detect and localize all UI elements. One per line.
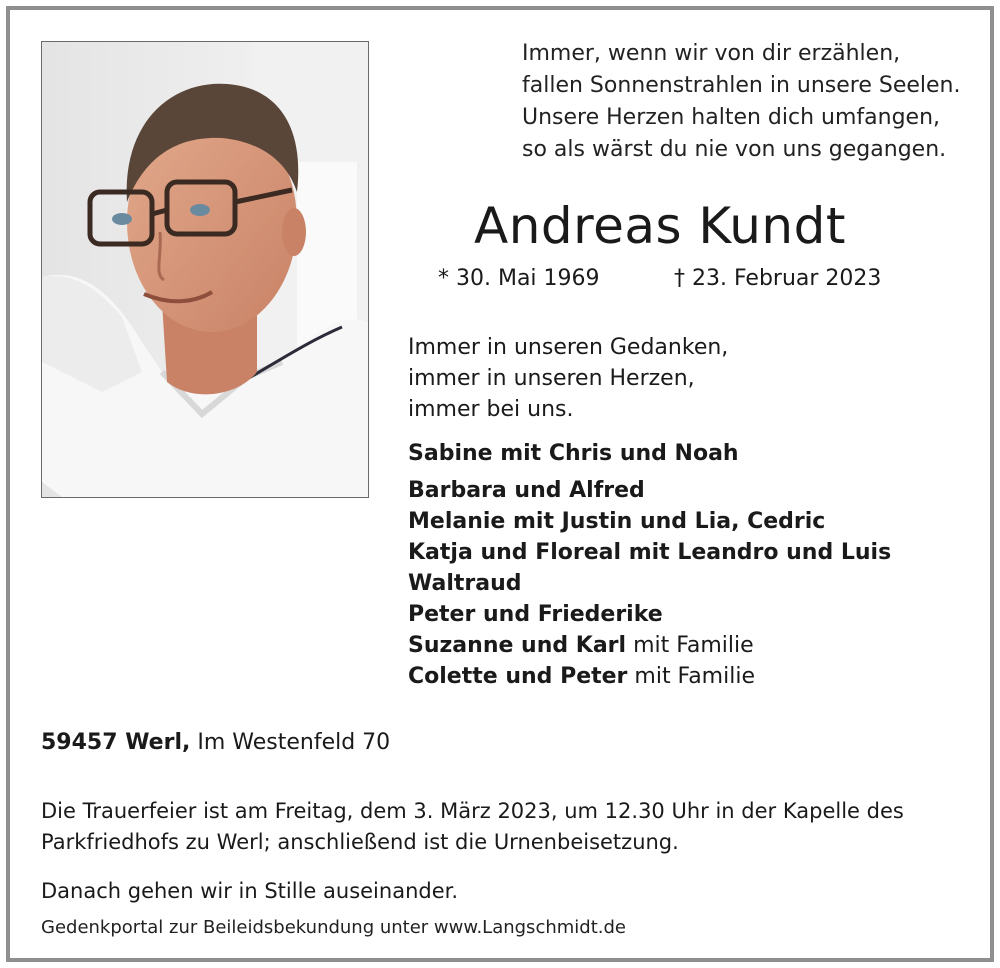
address-city: 59457 Werl, [41, 730, 191, 755]
remembrance-line: immer bei uns. [408, 397, 574, 422]
deceased-name: Andreas Kundt [474, 197, 846, 255]
poem-line: so als wärst du nie von uns gegangen. [522, 137, 947, 162]
family-address [41, 728, 390, 758]
mourner-entry: Barbara und Alfred [408, 478, 645, 503]
poem-verse [522, 38, 982, 166]
address-street: Im Westenfeld 70 [190, 730, 391, 755]
poem-line: Unsere Herzen halten dich umfangen, [522, 105, 940, 130]
birth-date: * 30. Mai 1969 [438, 266, 600, 291]
mourner-entry: Suzanne und Karl mit Familie [408, 633, 754, 658]
condolence-portal-link[interactable]: Gedenkportal zur Beileidsbekundung unter www.Langschmidt.de [41, 917, 626, 938]
remembrance-line: Immer in unseren Gedanken, [408, 335, 729, 360]
funeral-ceremony-text [41, 796, 986, 858]
remembrance-text [408, 332, 968, 425]
poem-line: Immer, wenn wir von dir erzählen, [522, 41, 901, 66]
obituary-frame [6, 6, 994, 962]
ceremony-line: Die Trauerfeier ist am Freitag, dem 3. März 2023, um 12.30 Uhr in der Kapelle des [41, 799, 904, 823]
remembrance-line: immer in unseren Herzen, [408, 366, 695, 391]
mourner-entry: Sabine mit Chris und Noah [408, 441, 739, 466]
ceremony-line: Parkfriedhofs zu Werl; anschließend ist die Urnenbeisetzung. [41, 830, 679, 854]
death-date: † 23. Februar 2023 [674, 266, 882, 291]
mourners-list [408, 438, 978, 692]
poem-line: fallen Sonnenstrahlen in unsere Seelen. [522, 73, 961, 98]
mourner-entry: Waltraud [408, 571, 522, 596]
mourner-entry: Colette und Peter mit Familie [408, 664, 755, 689]
portrait-photo [41, 41, 369, 498]
mourner-entry: Katja und Floreal mit Leandro und Luis [408, 540, 892, 565]
silence-note: Danach gehen wir in Stille auseinander. [41, 879, 459, 903]
mourner-entry: Melanie mit Justin und Lia, Cedric [408, 509, 826, 534]
mourner-entry: Peter und Friederike [408, 602, 663, 627]
